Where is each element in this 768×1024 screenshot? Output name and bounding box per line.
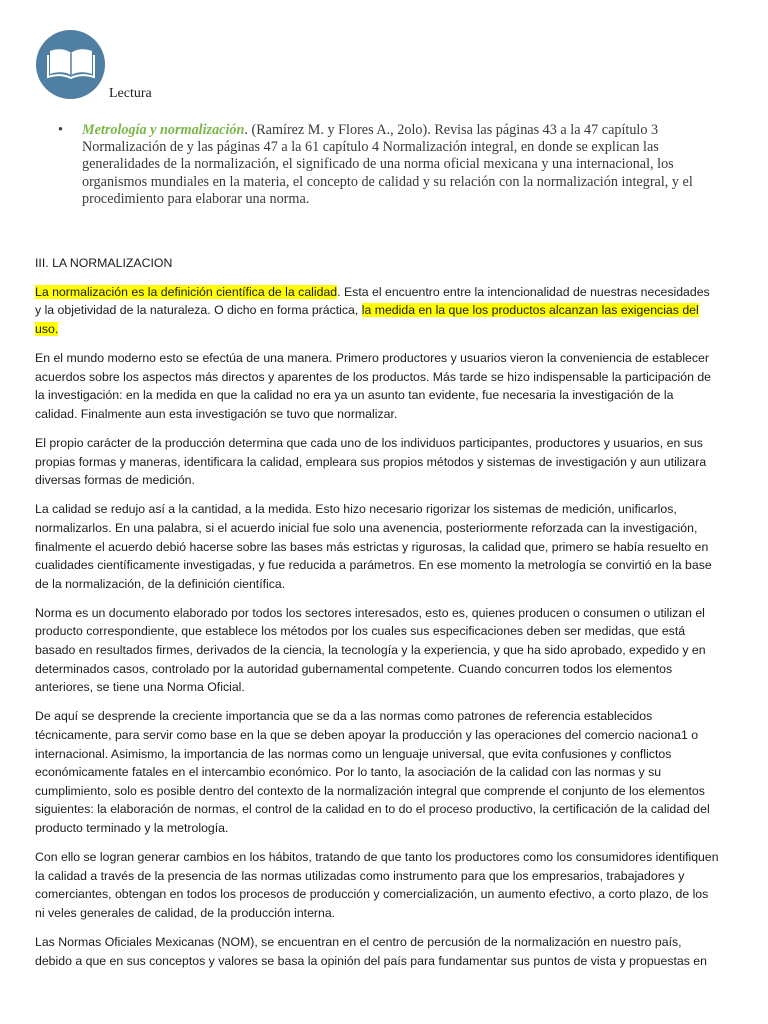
paragraph-8: Las Normas Oficiales Mexicanas (NOM), se encuentran en el centro de percusión de la normalización en nuestro país, debido a que en sus conceptos y valores se basa la opinión del país para fundamentar sus puntos de vista y propuestas en [35, 935, 707, 968]
paragraph-text: . Esta el encuentro entre la intencionalidad de nuestras necesidades y la objetividad de la naturaleza. O dicho en forma práctica, [35, 284, 710, 318]
paragraph-5: Norma es un documento elaborado por todos los sectores interesados, esto es, quienes producen o consumen o utilizan el producto correspondiente, que establece los métodos por los cuales sus especificaciones deben ser medidas, que está basado en resultados firmes, derivados de la ciencia, la tecnología y la experiencia, y que ha sido aprobado, expedido y en determinados casos, controlado por la autoridad gubernamental competente. Cuando concurren todos los elementos anteriores, se tiene una Norma Oficial. [35, 605, 706, 695]
bullet-icon: • [58, 122, 63, 138]
reading-title: Metrología y normalización [82, 122, 245, 138]
reading-details: . (Ramírez M. y Flores A., 2olo). Revisa las páginas 43 a la 47 capítulo 3 Normalización de y las páginas 47 a la 61 capítulo 4 Normalización integral, en donde se explican las generalidades de la normalización, el significado de una norma oficial mexicana y una internacional, los organismos mundiales en la materia, el concepto de calidad y su relación con la normalización integral, y el procedimiento para elaborar una norma. [82, 122, 693, 207]
highlighted-text: La normalización es la definición científica de la calidad [35, 284, 338, 299]
reading-assignment [58, 122, 718, 208]
paragraph-2: En el mundo moderno esto se efectúa de una manera. Primero productores y usuarios vieron la conveniencia de establecer acuerdos sobre los aspectos más directos y aparentes de los productos. Más tarde se hizo indispensable la participación de la investigación: en la medida en que la calidad no era ya un asunto tan evidente, fue necesaria la investigación de la calidad. Finalmente aun esta investigación se tuvo que normalizar. [35, 350, 712, 421]
reading-text [82, 122, 718, 208]
section-heading: III. LA NORMALIZACION [35, 256, 173, 270]
section-label: Lectura [109, 86, 152, 101]
highlighted-text: la medida en la que los productos alcanzan las exigencias del uso. [35, 303, 699, 336]
document-body [35, 254, 719, 981]
paragraph-6: De aquí se desprende la creciente importancia que se da a las normas como patrones de referencia establecidos técnicamente, para servir como base en la que se deben apoyar la producción y las operaciones del comercio naciona1 o internacional. Asimismo, la importancia de las normas como un lenguaje universal, que evita confusiones y conflictos económicamente fatales en el intercambio económico. Por lo tanto, la asociación de la calidad con las normas y su cumplimiento, solo es posible dentro del contexto de la normalización integral que comprende el conjunto de los elementos siguientes: la elaboración de normas, el control de la calidad en to do el proceso productivo, la certificación de la calidad del producto terminado y la metrología. [35, 709, 710, 835]
paragraph-7: Con ello se logran generar cambios en los hábitos, tratando de que tanto los productores como los consumidores identifiquen la calidad a través de la presencia de las normas utilizadas como instrumento para que los empresarios, trabajadores y comerciantes, obtengan en todos los procesos de producción y comercialización, un aumento efectivo, a corto plazo, de los ni veles generales de calidad, de la producción interna. [35, 850, 719, 920]
lectura-logo [36, 30, 105, 99]
paragraph-3: El propio carácter de la producción determina que cada uno de los individuos participantes, productores y usuarios, en sus propias formas y maneras, identificara la calidad, empleara sus propios métodos y sistemas de investigación y aun utilizara diversas formas de medición. [35, 435, 707, 488]
paragraph-1 [35, 283, 719, 339]
book-icon [47, 47, 95, 79]
paragraph-4: La calidad se redujo así a la cantidad, a la medida. Esto hizo necesario rigorizar los sistemas de medición, unificarlos, normalizarlos. En una palabra, si el acuerdo inicial fue solo una avenencia, posteriormente reforzada can la investigación, finalmente el acuerdo debió hacerse sobre las bases más estrictas y rigurosas, la calidad que, primero se había resuelto en cualidades científicamente investigadas, y fue reducida a parámetros. En ese momento la metrología se convirtió en la base de la normalización, de la definición científica. [35, 502, 712, 591]
